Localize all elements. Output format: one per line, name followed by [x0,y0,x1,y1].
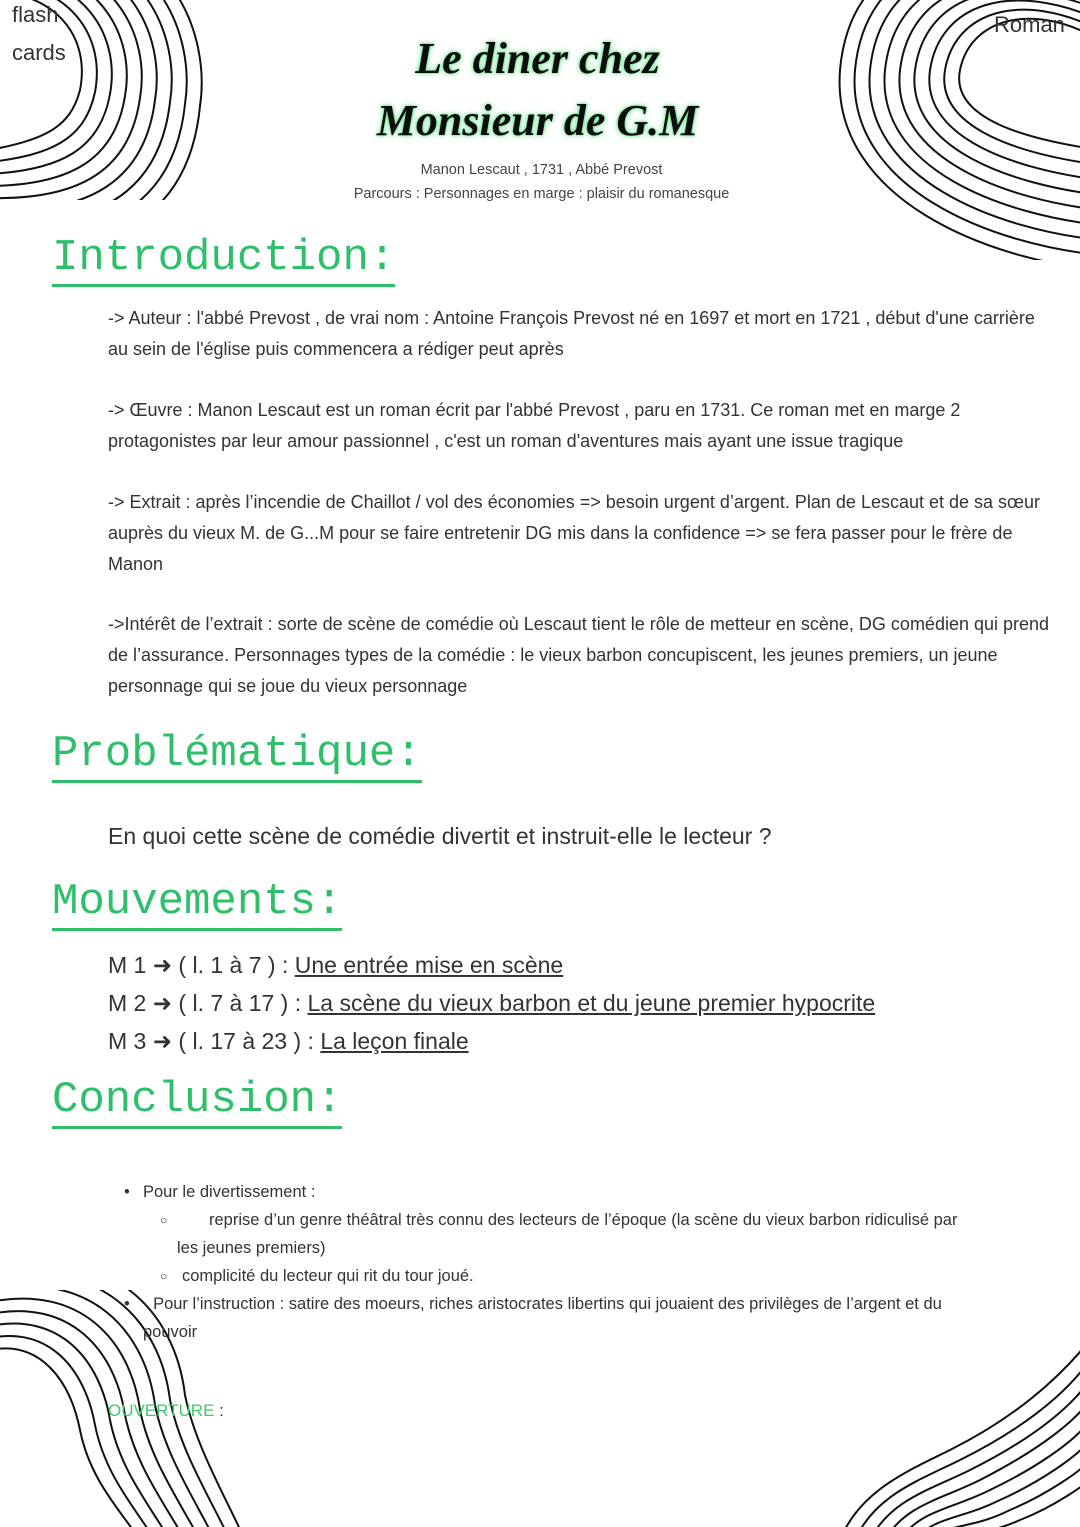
subtitle-work: Manon Lescaut , 1731 , Abbé Prevost [420,162,663,178]
bullet-dot-icon: • [124,1295,130,1313]
conclusion-bullet-divertissement: Pour le divertissement : [143,1183,316,1201]
mouvement-title: La scène du vieux barbon et du jeune premier hypocrite [307,990,876,1016]
arrow-right-icon: ➜ [152,952,173,978]
bottom-right-contour-decoration [820,1320,1080,1527]
conclusion-sub-complicite: complicité du lecteur qui rit du tour joué. [182,1267,474,1285]
mouvement-lines: ( l. 7 à 17 ) : [178,990,302,1016]
arrow-right-icon: ➜ [152,1028,173,1054]
mouvement-1 [108,949,563,981]
intro-oeuvre: -> Œuvre : Manon Lescaut est un roman écrit par l'abbé Prevost , paru en 1731. Ce roman met en marge 2 protagonistes par leur amour passionnel , c'est un roman d'aventures mais ayant une issue tragique [108,400,961,451]
conclusion-sub-reprise-line1: reprise d’un genre théâtral très connu des lecteurs de l’époque (la scène du vieux barbon ridiculisé par [209,1211,958,1229]
heading-introduction: Introduction: [52,232,395,287]
heading-mouvements: Mouvements: [52,876,342,931]
mouvement-lines: ( l. 17 à 23 ) : [178,1028,314,1054]
problematique-question: En quoi cette scène de comédie divertit et instruit-elle le lecteur ? [108,823,772,849]
tag-roman: Roman [994,12,1065,37]
heading-problematique: Problématique: [52,728,422,783]
mouvement-title: La leçon finale [320,1028,469,1054]
mouvement-label: M 2 [108,990,147,1016]
conclusion-bullet-instruction-line2: pouvoir [143,1323,198,1341]
intro-auteur: -> Auteur : l'abbé Prevost , de vrai nom : Antoine François Prevost né en 1697 et mort en 1721 , début d'une carrière au sein de l'église puis commencera a rédiger peut après [108,308,1035,359]
subtitle-parcours: Parcours : Personnages en marge : plaisir du romanesque [353,186,730,202]
conclusion-sub-reprise-line2: les jeunes premiers) [177,1239,326,1257]
mouvement-3 [108,1025,469,1057]
ouverture-suffix: : [214,1401,224,1420]
page-title [0,28,1075,152]
heading-conclusion: Conclusion: [52,1074,342,1129]
bullet-dot-icon: • [124,1183,130,1201]
mouvement-2 [108,987,875,1019]
arrow-right-icon: ➜ [152,990,173,1016]
mouvement-title: Une entrée mise en scène [294,952,564,978]
ouverture [108,1401,224,1421]
intro-interet: ->Intérêt de l’extrait : sorte de scène de comédie où Lescaut tient le rôle de metteur en scène, DG comédien qui prend de l’assurance. Personnages types de la comédie : le vieux barbon concupiscent, les jeunes premiers, un jeune personnage qui se joue du vieux personnage [108,614,1050,696]
ouverture-label: OUVERTURE [108,1401,215,1420]
mouvement-label: M 1 [108,952,147,978]
conclusion-bullet-instruction-line1: · Pour l’instruction : satire des moeurs, riches aristocrates libertins qui jouaient des privilèges de l’argent et du [143,1295,942,1313]
title-line-2: Monsieur de G.M [376,96,699,145]
title-line-1: Le diner chez [415,34,660,83]
bullet-circle-icon: ○ [160,1269,168,1283]
tag-cards: cards [12,40,66,65]
tag-flash: flash [12,2,59,27]
intro-extrait: -> Extrait : après l’incendie de Chaillot / vol des économies => besoin urgent d’argent. Plan de Lescaut et de sa sœur auprès du vieux M. de G...M pour se faire entretenir DG mis dans la confidence => se fera passer pour le frère de Manon [108,492,1041,574]
mouvement-lines: ( l. 1 à 7 ) : [178,952,289,978]
bullet-circle-icon: ○ [160,1213,168,1227]
mouvement-label: M 3 [108,1028,147,1054]
